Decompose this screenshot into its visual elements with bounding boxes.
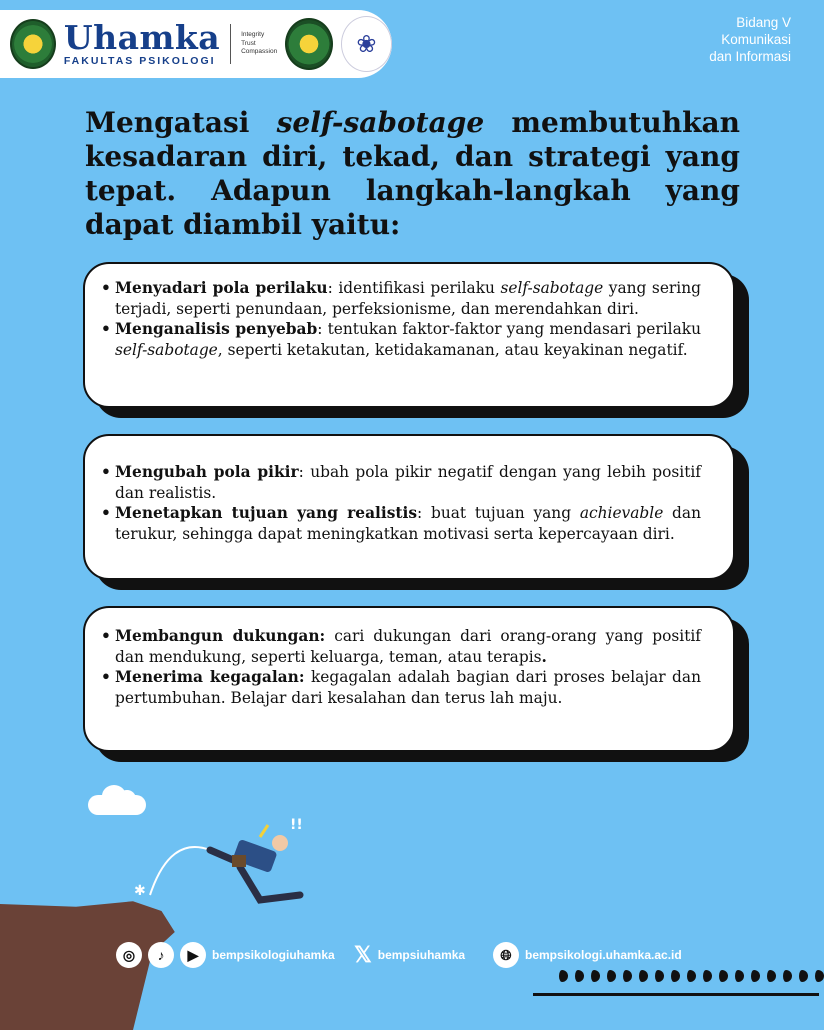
tip-text: tentukan faktor-faktor yang mendasari perilaku	[327, 320, 701, 338]
decorative-dot	[572, 970, 584, 982]
tip-title: Menerima kegagalan:	[115, 668, 305, 686]
department-line: dan Informasi	[709, 48, 791, 64]
card-body	[83, 262, 735, 408]
headline	[85, 106, 740, 242]
tip-title: Menyadari pola perilaku	[115, 279, 328, 297]
social-website[interactable]	[493, 942, 682, 968]
tip-text: .	[541, 647, 547, 666]
tip-text: buat tujuan yang	[430, 504, 580, 522]
social-x[interactable]	[354, 942, 465, 968]
decorative-dots	[556, 970, 824, 982]
falling-man-illustration	[134, 815, 340, 925]
tip-card-2	[83, 434, 735, 580]
decorative-dot	[556, 970, 568, 982]
tiktok-icon: ♪	[148, 942, 174, 968]
department-line: Komunikasi	[721, 31, 791, 47]
card-body	[83, 434, 735, 580]
university-seal-logo	[285, 18, 333, 70]
tip-item: • Menganalisis penyebab: tentukan faktor-faktor yang mendasari perilaku self-sabotage, seperti ketakutan, ketidakamanan, atau keyakinan negatif.	[101, 319, 701, 360]
tip-text: kegagalan adalah bagian dari proses belajar dan pertumbuhan. Belajar dari kesalahan dan terus lah maju.	[115, 668, 701, 707]
tip-item: • Mengubah pola pikir: ubah pola pikir negatif dengan yang lebih positif dan realistis.	[101, 462, 701, 503]
tip-item: • Menetapkan tujuan yang realistis: buat tujuan yang achievable dan terukur, sehingga dapat meningkatkan motivasi serta kepercayaan diri.	[101, 503, 701, 544]
decorative-dot	[780, 970, 792, 982]
tip-card-3	[83, 606, 735, 752]
headline-after: membutuhkan kesadaran diri, tekad, dan strategi yang tepat. Adapun langkah-langkah yang dapat diambil yaitu:	[85, 106, 740, 241]
decorative-dot	[764, 970, 776, 982]
decorative-dot	[636, 970, 648, 982]
bem-logo	[341, 16, 392, 72]
tip-item: • Menyadari pola perilaku: identifikasi perilaku self-sabotage yang sering terjadi, seperti penundaan, perfeksionisme, dan merendahkan diri.	[101, 278, 701, 319]
logo-divider	[230, 24, 231, 64]
department-line: Bidang V	[736, 15, 791, 30]
social-instagram-tiktok-youtube[interactable]	[116, 942, 335, 968]
tip-title: Menetapkan tujuan yang realistis	[115, 504, 418, 522]
sparkle-icon: ✱	[134, 883, 146, 899]
decorative-dot	[700, 970, 712, 982]
tie	[260, 825, 268, 837]
tagline-line: Compassion	[241, 48, 278, 56]
tagline-line: Integrity	[241, 31, 265, 39]
tagline-line: Trust	[241, 39, 256, 47]
decorative-dot	[684, 970, 696, 982]
youtube-icon: ▶	[180, 942, 206, 968]
tip-title: Menganalisis penyebab	[115, 320, 318, 338]
decorative-line	[533, 993, 819, 996]
lotus-icon: ❀	[356, 30, 377, 58]
tip-text: identifikasi perilaku	[338, 279, 501, 297]
tip-item	[101, 667, 701, 708]
instagram-icon: ◎	[116, 942, 142, 968]
website-url: bempsikologi.uhamka.ac.id	[525, 948, 682, 962]
briefcase	[232, 855, 246, 867]
social-handle: bempsikologiuhamka	[212, 948, 335, 962]
card-body	[83, 606, 735, 752]
headline-emphasis: self-sabotage	[276, 106, 485, 139]
cloud-illustration	[88, 795, 146, 815]
decorative-dot	[604, 970, 616, 982]
tip-card-1	[83, 262, 735, 408]
decorative-dot	[652, 970, 664, 982]
brand-subtitle: FAKULTAS PSIKOLOGI	[63, 55, 216, 68]
tip-text: ubah pola pikir negatif dengan yang lebih positif dan realistis.	[115, 463, 702, 502]
tip-title: Membangun dukungan:	[115, 627, 326, 645]
tagline	[241, 31, 277, 56]
decorative-dot	[668, 970, 680, 982]
x-handle: bempsiuhamka	[377, 948, 466, 962]
x-icon: 𝕏	[354, 942, 372, 967]
tip-text: cari dukungan dari orang-orang yang positif dan mendukung, seperti keluarga, teman, atau terapis	[115, 627, 701, 666]
logo-bar	[0, 10, 392, 78]
tip-title: Mengubah pola pikir	[115, 463, 299, 481]
tip-item	[101, 626, 701, 667]
tip-emphasis: achievable	[579, 504, 664, 522]
decorative-dot	[588, 970, 600, 982]
tip-text: , seperti ketakutan, ketidakamanan, atau keyakinan negatif.	[217, 340, 688, 359]
brand	[63, 18, 221, 68]
decorative-dot	[716, 970, 728, 982]
uhamka-seal-logo	[10, 19, 56, 69]
tip-text: dan terukur, sehingga dapat meningkatkan motivasi serta kepercayaan diri.	[115, 504, 701, 543]
decorative-dot	[732, 970, 744, 982]
department-label	[709, 15, 791, 66]
exclamation-marks: !!	[290, 817, 303, 833]
globe-icon: 🌐︎	[493, 942, 519, 968]
tip-emphasis: self-sabotage	[115, 340, 218, 359]
decorative-dot	[748, 970, 760, 982]
decorative-dot	[620, 970, 632, 982]
headline-before: Mengatasi	[85, 106, 277, 139]
motion-line	[150, 847, 210, 895]
tip-text: yang sering terjadi, seperti penundaan, perfeksionisme, dan merendahkan diri.	[115, 279, 701, 318]
decorative-dot	[796, 970, 808, 982]
brand-name: Uhamka	[63, 18, 221, 58]
decorative-dot	[812, 970, 824, 982]
figure-head	[272, 835, 288, 851]
tip-emphasis: self-sabotage	[500, 279, 604, 297]
